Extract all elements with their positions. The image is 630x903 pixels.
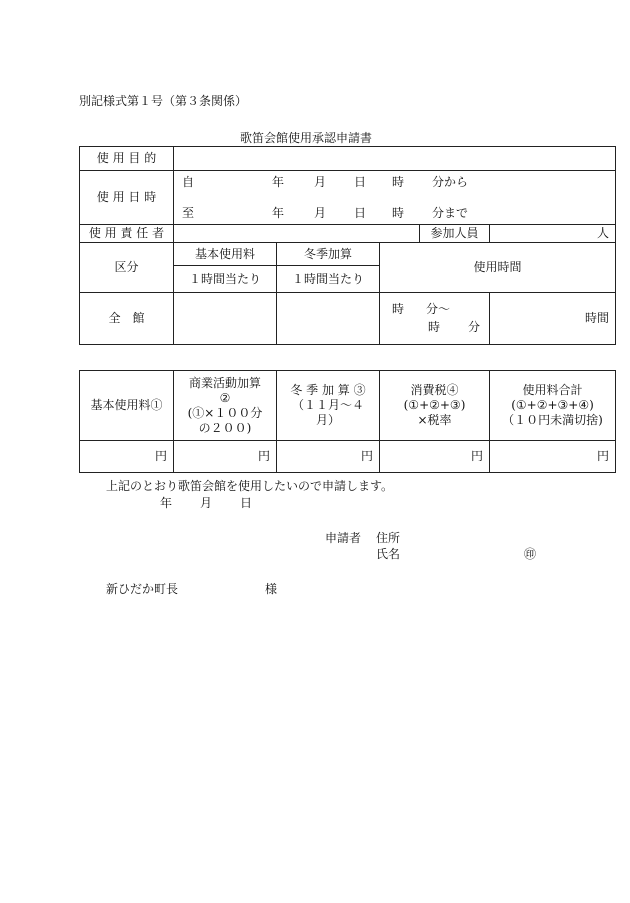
from-year: 年: [272, 175, 285, 189]
commercial-line3: (①×１００分: [187, 405, 263, 420]
total-line3: （１０円未満切捨): [502, 413, 603, 427]
address-label: 住所: [376, 531, 401, 545]
total-line2: (①+②+③+④): [511, 398, 594, 412]
participants-field[interactable]: 人: [490, 225, 616, 243]
to-month: 月: [314, 206, 327, 220]
winter-line1: 冬 季 加 算 ③: [290, 383, 366, 397]
recipient-name: 新ひだか町長: [106, 582, 179, 596]
consumption-tax-value[interactable]: 円: [380, 441, 490, 473]
datetime-label: 使 用 日 時: [80, 171, 174, 225]
manager-label: 使 用 責 任 者: [80, 225, 174, 243]
tax-line3: ×税率: [417, 413, 452, 427]
total-fee-header: [490, 371, 616, 441]
to-year: 年: [272, 206, 285, 220]
basic-fee-label: 基本使用料: [174, 243, 277, 266]
from-day: 日: [354, 175, 367, 189]
from-month: 月: [314, 175, 327, 189]
date-year: 年: [160, 496, 173, 510]
whole-hall-winter-fee[interactable]: [277, 293, 380, 345]
participants-label: 参加人員: [420, 225, 490, 243]
commercial-surcharge-header: [174, 371, 277, 441]
time-to-hour: 時: [428, 320, 441, 334]
consumption-tax-header: [380, 371, 490, 441]
time-from-minute: 分〜: [426, 302, 451, 316]
per-hour-basic: １時間当たり: [174, 266, 277, 293]
commercial-surcharge-value[interactable]: 円: [174, 441, 277, 473]
winter-surcharge-header: [277, 371, 380, 441]
commercial-line1: 商業活動加算: [188, 375, 261, 390]
hours-field[interactable]: 時間: [490, 293, 616, 345]
from-hour: 時: [392, 175, 405, 189]
whole-hall-basic-fee[interactable]: [174, 293, 277, 345]
total-line1: 使用料合計: [522, 383, 583, 397]
per-hour-winter: １時間当たり: [277, 266, 380, 293]
date-month: 月: [200, 496, 213, 510]
datetime-field[interactable]: [174, 171, 616, 225]
to-minute: 分まで: [432, 206, 469, 220]
usage-time-label: 使用時間: [380, 243, 616, 293]
applicant-label: 申請者: [325, 531, 362, 545]
usage-table: [79, 146, 616, 345]
application-statement: 上記のとおり歌笛会館を使用したいので申請します。: [106, 479, 394, 493]
recipient-honorific: 様: [265, 582, 278, 596]
time-from-hour: 時: [392, 302, 405, 316]
purpose-label: 使 用 目 的: [80, 147, 174, 171]
tax-line1: 消費税④: [410, 383, 459, 397]
time-range-field[interactable]: [380, 293, 490, 345]
commercial-line2: ②: [219, 390, 231, 405]
total-fee-value[interactable]: 円: [490, 441, 616, 473]
whole-hall-label: 全 館: [80, 293, 174, 345]
time-to-minute: 分: [468, 320, 481, 334]
category-label: 区分: [80, 243, 174, 293]
form-title: 歌笛会館使用承認申請書: [240, 131, 373, 145]
winter-fee-label: 冬季加算: [277, 243, 380, 266]
to-mark: 至: [182, 206, 195, 220]
tax-line2: (①+②+③): [403, 398, 466, 412]
to-day: 日: [354, 206, 367, 220]
purpose-field[interactable]: [174, 147, 616, 171]
seal-mark: ㊞: [524, 547, 537, 561]
date-day: 日: [240, 496, 253, 510]
name-label: 氏名: [376, 547, 401, 561]
basic-fee-value[interactable]: 円: [80, 441, 174, 473]
form-reference: 別記様式第１号（第３条関係）: [79, 94, 248, 108]
from-minute: 分から: [432, 175, 469, 189]
from-mark: 自: [182, 175, 195, 189]
winter-line2: （１１月〜４: [291, 398, 364, 412]
manager-field[interactable]: [174, 225, 420, 243]
commercial-line4: の２００): [198, 420, 252, 435]
to-hour: 時: [392, 206, 405, 220]
basic-fee-header: 基本使用料①: [80, 371, 174, 441]
winter-line3: 月）: [315, 413, 340, 427]
winter-surcharge-value[interactable]: 円: [277, 441, 380, 473]
fee-table: [79, 370, 616, 473]
